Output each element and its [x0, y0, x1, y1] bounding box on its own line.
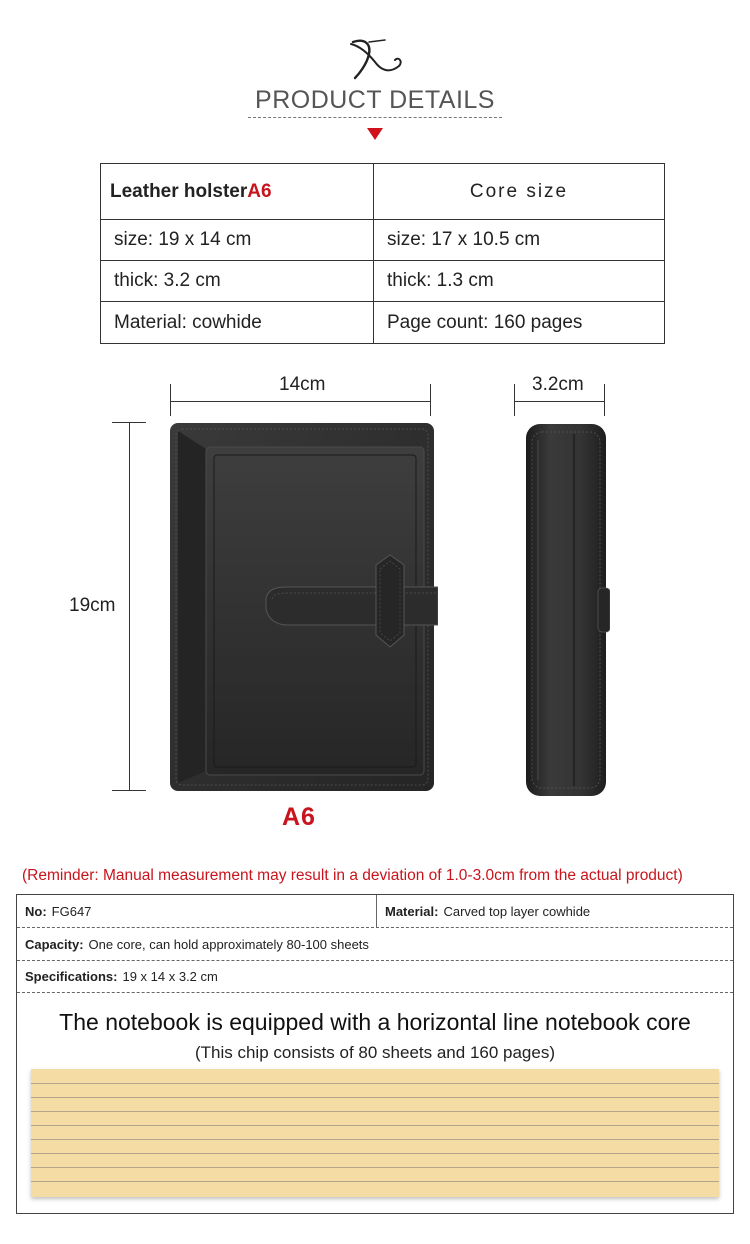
width-dimension-label: 14cm: [279, 374, 326, 395]
core-pages-cell: Page count: 160 pages: [387, 311, 583, 333]
core-size-header: Core size: [469, 180, 569, 202]
spec-header-row: [101, 164, 664, 220]
lined-paper-image: [31, 1069, 719, 1197]
thickness-dimension-label: 3.2cm: [532, 374, 584, 395]
model-label: A6: [282, 803, 316, 831]
item-number-label: No:: [25, 903, 47, 919]
thickness-tick-left: [514, 384, 515, 416]
capacity-cell: [17, 928, 369, 960]
spec-row: [101, 220, 664, 261]
core-title: The notebook is equipped with a horizontal line notebook core: [59, 1009, 691, 1035]
holster-thick-cell: thick: 3.2 cm: [101, 261, 374, 301]
down-arrow-icon: [367, 128, 383, 140]
capacity-value: One core, can hold approximately 80-100 sheets: [88, 936, 369, 952]
height-dimension-label: 19cm: [69, 595, 116, 616]
height-dimension-line: [129, 422, 130, 791]
width-tick-right: [430, 384, 431, 416]
title-underline: [248, 117, 502, 118]
spec-row: [101, 302, 664, 343]
specifications-cell: [17, 961, 218, 992]
holster-material-cell: Material: cowhide: [101, 302, 374, 343]
width-tick-left: [170, 384, 171, 416]
material-label: Material:: [385, 903, 439, 919]
height-tick-top: [112, 422, 146, 423]
needle-thread-logo-icon: [345, 36, 405, 82]
specifications-label: Specifications:: [25, 969, 118, 984]
spec-row: [101, 261, 664, 302]
item-number-cell: [17, 895, 377, 927]
thickness-dimension-line: [514, 401, 605, 402]
holster-size-cell: size: 19 x 14 cm: [101, 220, 374, 260]
product-detail-table: [16, 894, 734, 1214]
width-dimension-line: [170, 401, 431, 402]
capacity-label: Capacity:: [25, 936, 84, 952]
holster-header-model: A6: [247, 180, 272, 202]
material-value: Carved top layer cowhide: [443, 903, 591, 919]
leather-holster-front-image: [168, 421, 438, 793]
size-spec-table: [100, 163, 665, 344]
core-subtitle: (This chip consists of 80 sheets and 160 pages): [194, 1043, 556, 1062]
leather-holster-side-image: [524, 420, 610, 798]
material-cell: [377, 895, 733, 927]
measurement-reminder: (Reminder: Manual measurement may result in a deviation of 1.0-3.0cm from the actual product): [22, 867, 683, 884]
section-title: PRODUCT DETAILS: [255, 86, 495, 114]
height-tick-bottom: [112, 790, 146, 791]
core-size-cell: size: 17 x 10.5 cm: [387, 229, 541, 250]
holster-header: [101, 164, 374, 219]
detail-row: [17, 895, 733, 928]
holster-header-text: Leather holster: [110, 180, 248, 202]
thickness-tick-right: [604, 384, 605, 416]
detail-row: [17, 961, 733, 993]
item-number-value: FG647: [51, 903, 92, 919]
specifications-value: 19 x 14 x 3.2 cm: [122, 969, 218, 984]
core-thick-cell: thick: 1.3 cm: [387, 270, 494, 291]
detail-row: [17, 928, 733, 961]
